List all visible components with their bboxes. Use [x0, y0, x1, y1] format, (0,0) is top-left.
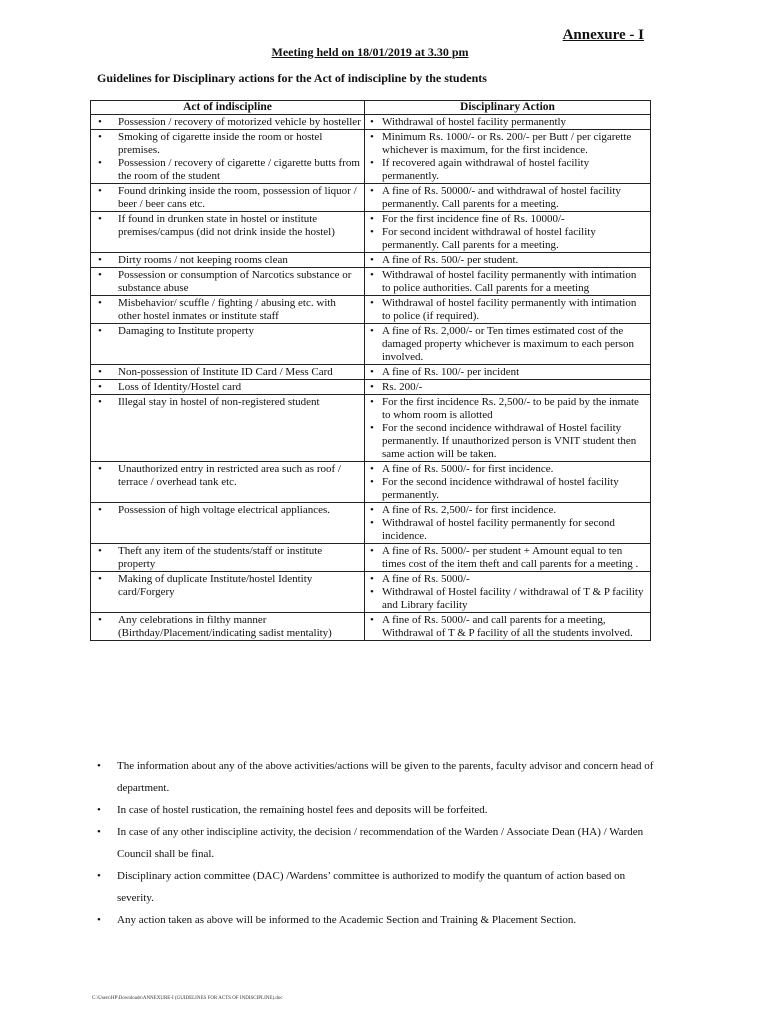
notes-list: [93, 755, 663, 931]
table-row: [91, 380, 651, 395]
discipline-table: [90, 100, 651, 641]
act-text: Found drinking inside the room, possession of liquor / beer / beer cans etc.: [118, 185, 357, 210]
action-cell: [365, 462, 651, 503]
table-row: [91, 212, 651, 253]
list-item: [368, 586, 647, 612]
action-text: If recovered again withdrawal of hostel facility permanently.: [382, 157, 590, 182]
action-cell: [365, 395, 651, 462]
act-cell: [91, 613, 365, 641]
bullet-icon: •: [370, 517, 374, 529]
action-cell-list: [368, 396, 647, 461]
bullet-icon: •: [370, 476, 374, 488]
note-item: [93, 799, 663, 821]
bullet-icon: •: [98, 614, 102, 626]
table-row: [91, 503, 651, 544]
bullet-icon: •: [98, 463, 102, 475]
column-header-action: Disciplinary Action: [365, 101, 651, 115]
bullet-icon: •: [370, 381, 374, 393]
list-item: [368, 422, 647, 461]
act-cell: [91, 503, 365, 544]
act-cell-list: [94, 573, 361, 599]
action-cell: [365, 184, 651, 212]
bullet-icon: •: [370, 226, 374, 238]
bullet-icon: •: [370, 422, 374, 434]
action-cell: [365, 365, 651, 380]
list-item: [94, 269, 361, 295]
list-item: [94, 116, 361, 129]
act-cell-list: [94, 396, 361, 409]
action-text: For second incident withdrawal of hostel facility permanently. Call parents for a meeting.: [382, 226, 596, 251]
list-item: [94, 254, 361, 267]
bullet-icon: •: [370, 131, 374, 143]
action-cell-list: [368, 131, 647, 183]
list-item: [94, 185, 361, 211]
act-text: Dirty rooms / not keeping rooms clean: [118, 254, 288, 266]
act-cell: [91, 572, 365, 613]
bullet-icon: •: [370, 396, 374, 408]
bullet-icon: •: [97, 826, 101, 838]
act-cell-list: [94, 116, 361, 129]
act-cell-list: [94, 131, 361, 183]
note-item: [93, 865, 663, 909]
table-row: [91, 572, 651, 613]
action-text: Withdrawal of hostel facility permanently for second incidence.: [382, 517, 615, 542]
bullet-icon: •: [98, 131, 102, 143]
action-text: Withdrawal of Hostel facility / withdrawal of T & P facility and Library facility: [382, 586, 644, 611]
note-text: Any action taken as above will be informed to the Academic Section and Training & Placement Section.: [117, 914, 577, 926]
act-cell: [91, 395, 365, 462]
act-cell: [91, 380, 365, 395]
action-cell: [365, 613, 651, 641]
bullet-icon: •: [370, 614, 374, 626]
list-item: [94, 297, 361, 323]
action-text: A fine of Rs. 5000/- for first incidence.: [382, 463, 554, 475]
action-cell-list: [368, 185, 647, 211]
action-text: A fine of Rs. 2,500/- for first incidence.: [382, 504, 557, 516]
bullet-icon: •: [370, 254, 374, 266]
act-text: Possession or consumption of Narcotics substance or substance abuse: [118, 269, 352, 294]
bullet-icon: •: [98, 366, 102, 378]
action-cell-list: [368, 297, 647, 323]
action-cell-list: [368, 269, 647, 295]
act-text: Possession of high voltage electrical appliances.: [118, 504, 330, 516]
action-cell: [365, 324, 651, 365]
meeting-heading: Meeting held on 18/01/2019 at 3.30 pm: [271, 45, 469, 59]
act-cell: [91, 115, 365, 130]
action-cell: [365, 212, 651, 253]
list-item: [94, 366, 361, 379]
list-item: [94, 325, 361, 338]
bullet-icon: •: [97, 870, 101, 882]
list-item: [94, 545, 361, 571]
bullet-icon: •: [97, 914, 101, 926]
action-text: Withdrawal of hostel facility permanently with intimation to police (if required).: [382, 297, 637, 322]
act-cell: [91, 268, 365, 296]
action-text: A fine of Rs. 2,000/- or Ten times estimated cost of the damaged property whichever is maximum to each person involved.: [382, 325, 635, 363]
bullet-icon: •: [370, 366, 374, 378]
list-item: [368, 614, 647, 640]
note-text: In case of hostel rustication, the remaining hostel fees and deposits will be forfeited.: [117, 804, 488, 816]
bullet-icon: •: [370, 297, 374, 309]
act-cell: [91, 324, 365, 365]
action-cell-list: [368, 545, 647, 571]
file-path-footer: C:\Users\HP\Downloads\ANNEXURE-I (GUIDELINES FOR ACTS OF INDISCIPLINE).doc: [92, 996, 283, 1001]
list-item: [94, 157, 361, 183]
list-item: [94, 131, 361, 157]
table-row: [91, 253, 651, 268]
list-item: [94, 573, 361, 599]
list-item: [94, 614, 361, 640]
action-text: Withdrawal of hostel facility permanently: [382, 116, 567, 128]
act-text: Illegal stay in hostel of non-registered student: [118, 396, 320, 408]
table-row: [91, 613, 651, 641]
bullet-icon: •: [370, 325, 374, 337]
bullet-icon: •: [98, 185, 102, 197]
act-text: Misbehavior/ scuffle / fighting / abusing etc. with other hostel inmates or institute staff: [118, 297, 336, 322]
list-item: [368, 325, 647, 364]
list-item: [368, 131, 647, 157]
bullet-icon: •: [97, 760, 101, 772]
bullet-icon: •: [98, 116, 102, 128]
table-row: [91, 115, 651, 130]
act-cell-list: [94, 213, 361, 239]
list-item: [368, 366, 647, 379]
action-text: For the second incidence withdrawal of Hostel facility permanently. If unauthorized person is VNIT student then same action will be taken.: [382, 422, 637, 460]
action-text: A fine of Rs. 5000/-: [382, 573, 470, 585]
action-text: A fine of Rs. 5000/- per student + Amount equal to ten times cost of the item theft and call parents for a meeting .: [382, 545, 639, 570]
list-item: [94, 396, 361, 409]
bullet-icon: •: [98, 213, 102, 225]
action-cell: [365, 572, 651, 613]
act-text: Making of duplicate Institute/hostel Identity card/Forgery: [118, 573, 313, 598]
action-text: A fine of Rs. 500/- per student.: [382, 254, 519, 266]
act-text: Damaging to Institute property: [118, 325, 254, 337]
action-cell: [365, 268, 651, 296]
action-cell-list: [368, 504, 647, 543]
bullet-icon: •: [97, 804, 101, 816]
list-item: [368, 213, 647, 226]
action-cell-list: [368, 381, 647, 394]
list-item: [368, 269, 647, 295]
action-cell: [365, 544, 651, 572]
act-cell-list: [94, 325, 361, 338]
table-row: [91, 462, 651, 503]
action-text: Minimum Rs. 1000/- or Rs. 200/- per Butt / per cigarette whichever is maximum, for the first incidence.: [382, 131, 632, 156]
bullet-icon: •: [98, 157, 102, 169]
action-text: For the first incidence fine of Rs. 10000/-: [382, 213, 565, 225]
act-text: Unauthorized entry in restricted area such as roof / terrace / overhead tank etc.: [118, 463, 341, 488]
table-row: [91, 130, 651, 184]
act-text: If found in drunken state in hostel or institute premises/campus (did not drink inside the hostel): [118, 213, 335, 238]
act-cell-list: [94, 185, 361, 211]
list-item: [368, 545, 647, 571]
act-cell: [91, 462, 365, 503]
action-cell-list: [368, 366, 647, 379]
column-header-act: Act of indiscipline: [91, 101, 365, 115]
table-row: [91, 365, 651, 380]
table-row: [91, 268, 651, 296]
bullet-icon: •: [370, 545, 374, 557]
list-item: [368, 504, 647, 517]
note-item: [93, 909, 663, 931]
document-subtitle: Guidelines for Disciplinary actions for the Act of indiscipline by the students: [97, 71, 487, 85]
table-body: [91, 115, 651, 641]
act-cell: [91, 296, 365, 324]
act-cell-list: [94, 297, 361, 323]
action-cell: [365, 130, 651, 184]
action-cell: [365, 115, 651, 130]
action-cell-list: [368, 463, 647, 502]
bullet-icon: •: [98, 381, 102, 393]
bullet-icon: •: [98, 297, 102, 309]
list-item: [94, 381, 361, 394]
bullet-icon: •: [98, 504, 102, 516]
action-cell-list: [368, 116, 647, 129]
bullet-icon: •: [370, 504, 374, 516]
act-cell-list: [94, 614, 361, 640]
act-cell-list: [94, 254, 361, 267]
note-item: [93, 821, 663, 865]
note-text: Disciplinary action committee (DAC) /Wardens’ committee is authorized to modify the quantum of action based on severity.: [117, 870, 626, 904]
list-item: [368, 157, 647, 183]
bullet-icon: •: [370, 463, 374, 475]
act-text: Loss of Identity/Hostel card: [118, 381, 242, 393]
action-text: A fine of Rs. 50000/- and withdrawal of hostel facility permanently. Call parents for a meeting.: [382, 185, 621, 210]
bullet-icon: •: [370, 269, 374, 281]
action-cell: [365, 253, 651, 268]
list-item: [368, 463, 647, 476]
list-item: [368, 517, 647, 543]
bullet-icon: •: [98, 396, 102, 408]
list-item: [368, 254, 647, 267]
table-row: [91, 324, 651, 365]
bullet-icon: •: [98, 573, 102, 585]
list-item: [94, 213, 361, 239]
list-item: [368, 396, 647, 422]
action-cell-list: [368, 213, 647, 252]
list-item: [368, 185, 647, 211]
action-cell-list: [368, 573, 647, 612]
action-text: For the first incidence Rs. 2,500/- to be paid by the inmate to whom room is allotted: [382, 396, 639, 421]
act-cell: [91, 253, 365, 268]
act-text: Theft any item of the students/staff or institute property: [118, 545, 323, 570]
bullet-icon: •: [370, 573, 374, 585]
act-cell: [91, 130, 365, 184]
act-cell: [91, 184, 365, 212]
act-cell-list: [94, 545, 361, 571]
list-item: [368, 476, 647, 502]
action-text: A fine of Rs. 5000/- and call parents for a meeting, Withdrawal of T & P facility of all the students involved.: [382, 614, 633, 639]
action-cell-list: [368, 325, 647, 364]
act-cell: [91, 544, 365, 572]
act-cell-list: [94, 381, 361, 394]
action-cell-list: [368, 614, 647, 640]
bullet-icon: •: [370, 213, 374, 225]
table-row: [91, 395, 651, 462]
table-row: [91, 184, 651, 212]
bullet-icon: •: [370, 185, 374, 197]
table-header-row: [91, 101, 651, 115]
bullet-icon: •: [98, 254, 102, 266]
bullet-icon: •: [370, 157, 374, 169]
bullet-icon: •: [370, 116, 374, 128]
bullet-icon: •: [98, 545, 102, 557]
note-text: The information about any of the above activities/actions will be given to the parents, faculty advisor and concern head of department.: [117, 760, 654, 794]
list-item: [94, 463, 361, 489]
act-text: Non-possession of Institute ID Card / Mess Card: [118, 366, 333, 378]
note-text: In case of any other indiscipline activity, the decision / recommendation of the Warden / Associate Dean (HA) / Warden Council shall be final.: [117, 826, 644, 860]
act-text: Possession / recovery of motorized vehicle by hosteller: [118, 116, 361, 128]
note-item: [93, 755, 663, 799]
bullet-icon: •: [370, 586, 374, 598]
action-cell: [365, 380, 651, 395]
action-text: Rs. 200/-: [382, 381, 423, 393]
action-text: Withdrawal of hostel facility permanently with intimation to police authorities. Call parents for a meeting: [382, 269, 637, 294]
bullet-icon: •: [98, 325, 102, 337]
act-cell-list: [94, 269, 361, 295]
act-text: Any celebrations in filthy manner (Birthday/Placement/indicating sadist mentality): [118, 614, 332, 639]
act-text: Smoking of cigarette inside the room or hostel premises.: [118, 131, 323, 156]
act-text: Possession / recovery of cigarette / cigarette butts from the room of the student: [118, 157, 360, 182]
act-cell-list: [94, 504, 361, 517]
list-item: [368, 116, 647, 129]
action-cell: [365, 503, 651, 544]
action-text: A fine of Rs. 100/- per incident: [382, 366, 520, 378]
list-item: [368, 381, 647, 394]
annexure-heading: Annexure - I: [562, 27, 644, 43]
table-row: [91, 544, 651, 572]
list-item: [368, 573, 647, 586]
list-item: [368, 226, 647, 252]
list-item: [94, 504, 361, 517]
act-cell-list: [94, 463, 361, 489]
action-cell-list: [368, 254, 647, 267]
action-text: For the second incidence withdrawal of hostel facility permanently.: [382, 476, 619, 501]
bullet-icon: •: [98, 269, 102, 281]
table-row: [91, 296, 651, 324]
act-cell: [91, 365, 365, 380]
act-cell: [91, 212, 365, 253]
act-cell-list: [94, 366, 361, 379]
list-item: [368, 297, 647, 323]
action-cell: [365, 296, 651, 324]
